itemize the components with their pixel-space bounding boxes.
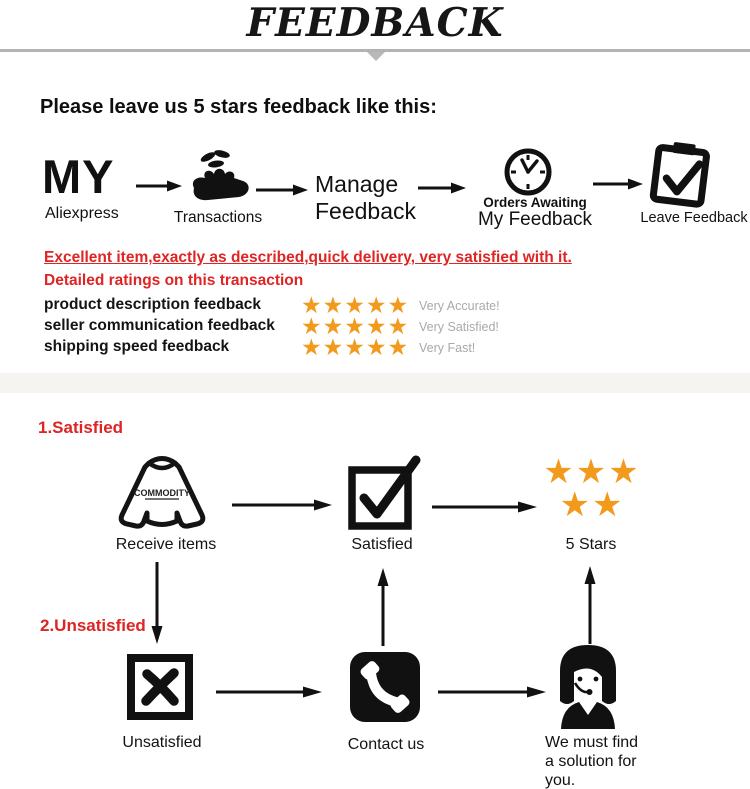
leave-feedback-label: Leave Feedback (640, 210, 748, 226)
orders-awaiting-line2: My Feedback (477, 209, 593, 230)
arrow-right-icon (216, 684, 322, 700)
five-stars-label: 5 Stars (565, 536, 617, 553)
solution-line2: a solution for (545, 752, 637, 770)
solution-line1: We must find (545, 734, 639, 751)
case2-unsatisfied-label: 2.Unsatisfied (40, 616, 146, 635)
my-aliexpress-logo: MY (42, 150, 115, 203)
contact-us-label: Contact us (347, 736, 425, 753)
stars-bottom-row: ★★ (559, 486, 625, 524)
five-stars-icon (534, 453, 650, 524)
stars-top-row: ★★★ (543, 453, 641, 491)
clock-icon (502, 146, 554, 198)
page-title: FEEDBACK (246, 0, 504, 46)
arrow-right-icon (256, 182, 308, 198)
arrow-right-icon (593, 176, 643, 192)
arrow-up-icon (375, 568, 391, 646)
clipboard-check-icon (648, 140, 714, 210)
unsatisfied-label: Unsatisfied (122, 734, 202, 751)
phone-icon (349, 651, 421, 723)
orders-awaiting-line1: Orders Awaiting (483, 195, 587, 210)
arrow-right-icon (432, 499, 537, 515)
sweater-icon (116, 453, 208, 531)
review-example-text: Excellent item,exactly as described,quick delivery, very satisfied with it. (44, 249, 572, 266)
header-divider-notch-icon (367, 52, 385, 61)
solution-label (545, 734, 657, 789)
five-star-rating-icon: ★★★★★ (301, 292, 410, 318)
arrow-right-icon (232, 497, 332, 513)
rating-row-note: Very Fast! (419, 341, 476, 355)
solution-line3: you. (545, 771, 576, 789)
case1-satisfied-label: 1.Satisfied (38, 418, 124, 437)
manage-feedback-label: Manage Feedback (315, 171, 417, 225)
detailed-ratings-title: Detailed ratings on this transaction (44, 272, 304, 289)
arrow-right-icon (418, 180, 466, 196)
satisfied-label: Satisfied (351, 536, 413, 553)
arrow-right-icon (438, 684, 546, 700)
rating-row-label: product description feedback (44, 296, 262, 313)
section-divider (0, 373, 750, 393)
arrow-up-icon (582, 566, 598, 644)
my-aliexpress-label: Aliexpress (45, 205, 119, 222)
five-star-rating-icon: ★★★★★ (301, 313, 410, 339)
five-star-rating-icon: ★★★★★ (301, 334, 410, 360)
arrow-right-icon (136, 178, 182, 194)
support-agent-icon (553, 641, 623, 729)
rating-row-note: Very Satisfied! (419, 320, 499, 334)
checkbox-checked-icon (344, 450, 424, 530)
rating-row-label: seller communication feedback (44, 317, 275, 334)
hand-coins-icon (184, 148, 252, 206)
rating-row-label: shipping speed feedback (44, 338, 230, 355)
section1-heading: Please leave us 5 stars feedback like this: (40, 96, 437, 118)
commodity-label: COMMODITY (134, 488, 190, 498)
receive-items-label: Receive items (115, 536, 217, 553)
rating-row-note: Very Accurate! (419, 299, 500, 313)
checkbox-crossed-icon (126, 653, 194, 721)
orders-awaiting-label (460, 195, 610, 231)
arrow-down-icon (149, 562, 165, 644)
transactions-label: Transactions (173, 209, 263, 226)
